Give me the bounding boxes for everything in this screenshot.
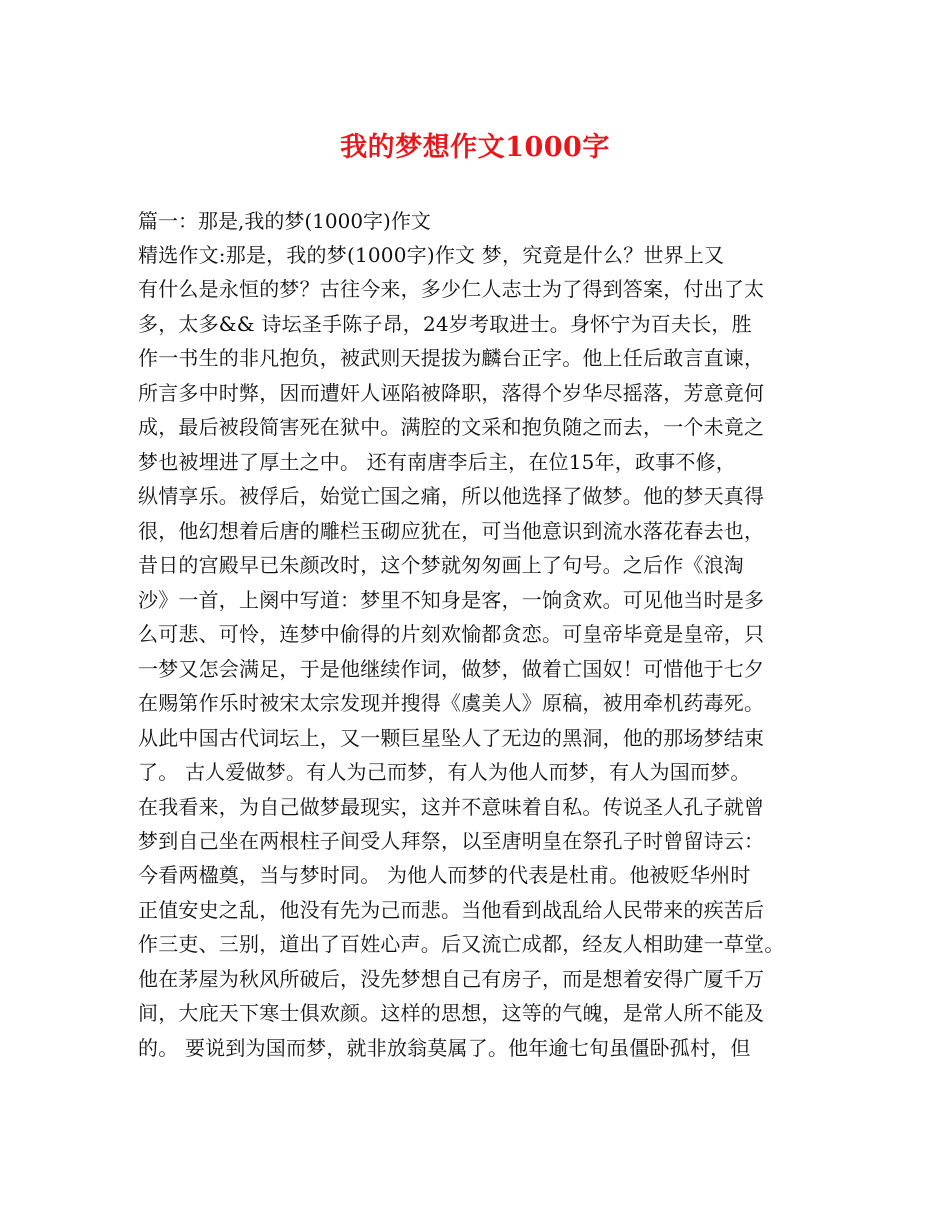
text-line: 今看两楹奠，当与梦时同。 为他人而梦的代表是杜甫。他被贬华州时 — [138, 863, 751, 888]
text-line: 所言多中时弊，因而遭奸人诬陷被降职，落得个岁华尽摇落，芳意竟何 — [138, 380, 765, 405]
text-line: 从此中国古代词坛上，又一颗巨星坠人了无边的黑洞，他的那场梦结束 — [138, 725, 765, 750]
text-line: 有什么是永恒的梦？古往今来，多少仁人志士为了得到答案，付出了太 — [138, 277, 765, 302]
text-line: 纵情享乐。被俘后，始觉亡国之痛，所以他选择了做梦。他的梦天真得 — [138, 484, 765, 509]
text-line: 正值安史之乱，他没有先为己而悲。当他看到战乱给人民带来的疾苦后 — [138, 897, 765, 922]
text-line: 沙》一首，上阕中写道：梦里不知身是客，一饷贪欢。可见他当时是多 — [138, 587, 765, 612]
text-line: 作三吏、三别，道出了百姓心声。后又流亡成都，经友人相助建一草堂。 — [138, 932, 785, 957]
text-line: 间，大庇天下寒士俱欢颜。这样的思想，这等的气魄，是常人所不能及 — [138, 1001, 765, 1026]
document-title: 我的梦想作文1000字 — [340, 132, 610, 163]
text-line: 了。 古人爱做梦。有人为己而梦，有人为他人而梦，有人为国而梦。 — [138, 760, 751, 785]
text-line: 梦到自己坐在两根柱子间受人拜祭，以至唐明皇在祭孔子时曾留诗云： — [138, 828, 765, 853]
body-text — [138, 238, 838, 1065]
text-line: 一梦又怎会满足，于是他继续作词，做梦，做着亡国奴！可惜他于七夕 — [138, 656, 765, 681]
text-line: 作一书生的非凡抱负，被武则天提拔为麟台正字。他上任后敢言直谏， — [138, 346, 765, 371]
text-line: 在赐第作乐时被宋太宗发现并搜得《虞美人》原稿，被用牵机药毒死。 — [138, 691, 765, 716]
text-line: 很，他幻想着后唐的雕栏玉砌应犹在，可当他意识到流水落花春去也， — [138, 518, 765, 543]
text-line: 多，太多&& 诗坛圣手陈子昂，24岁考取进士。身怀宁为百夫长，胜 — [138, 311, 752, 336]
text-line: 在我看来，为自己做梦最现实，这并不意味着自私。传说圣人孔子就曾 — [138, 794, 765, 819]
text-line: 成，最后被段简害死在狱中。满腔的文采和抱负随之而去，一个未竟之 — [138, 415, 765, 440]
section-heading: 篇一：那是,我的梦(1000字)作文 — [138, 209, 431, 233]
text-line: 的。 要说到为国而梦，就非放翁莫属了。他年逾七旬虽僵卧孤村，但 — [138, 1035, 751, 1060]
text-line: 么可悲、可怜，连梦中偷得的片刻欢愉都贪恋。可皇帝毕竟是皇帝，只 — [138, 622, 765, 647]
text-line: 精选作文:那是，我的梦(1000字)作文 梦，究竟是什么？世界上又 — [138, 243, 725, 267]
text-line: 梦也被埋进了厚土之中。 还有南唐李后主，在位15年，政事不修， — [138, 449, 737, 474]
text-line: 他在茅屋为秋风所破后，没先梦想自己有房子，而是想着安得广厦千万 — [138, 966, 765, 991]
text-line: 昔日的宫殿早已朱颜改时，这个梦就匆匆画上了句号。之后作《浪淘 — [138, 553, 744, 578]
